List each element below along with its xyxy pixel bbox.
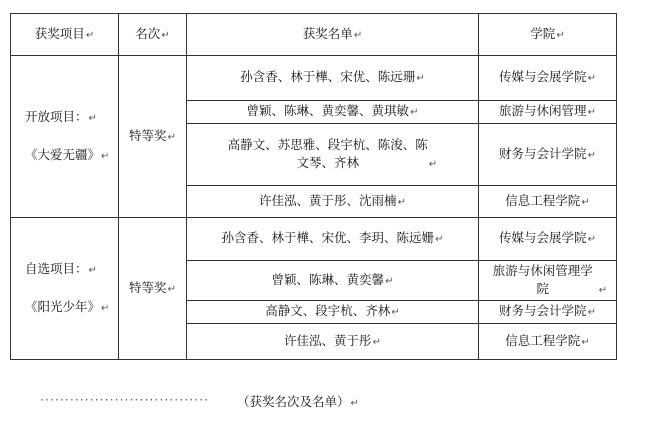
names-cell: 孙含香、林于樺、宋优、陈远珊↵: [187, 56, 479, 101]
college-cell: 旅游与休闲管理↵: [479, 101, 617, 124]
header-college: 学院↵: [479, 14, 617, 56]
names-cell: 许佳泓、黄于彤↵: [187, 324, 479, 360]
names-cell: 高静文、苏思雅、段宇杭、陈浚、陈文琴、齐林 ↵: [187, 124, 479, 186]
college-cell: 传媒与会展学院↵: [479, 218, 617, 261]
college-cell: 财务与会计学院↵: [479, 301, 617, 324]
leader-dots: ··································: [40, 392, 210, 407]
rank-cell-self: 特等奖↵: [119, 218, 187, 360]
college-cell: 传媒与会展学院↵: [479, 56, 617, 101]
names-cell: 许佳泓、黄于彤、沈雨楠↵: [187, 186, 479, 218]
header-names: 获奖名单↵: [187, 14, 479, 56]
project-line-2: 《大爱无疆》↵: [25, 146, 110, 162]
caption-text: （获奖名次及名单）↵: [237, 394, 359, 409]
names-cell: 曾颖、陈琳、黄奕馨↵: [187, 261, 479, 301]
header-row: [11, 14, 617, 56]
names-cell: 孙含香、林于樺、宋优、李玥、陈远姗↵: [187, 218, 479, 261]
table-row: [11, 218, 617, 261]
names-cell: 高静文、段宇杭、齐林↵: [187, 301, 479, 324]
college-cell: 信息工程学院↵: [479, 324, 617, 360]
college-cell: 财务与会计学院↵: [479, 124, 617, 186]
header-rank: 名次↵: [119, 14, 187, 56]
project-line-1: 自选项目：↵: [25, 260, 97, 276]
header-project: 获奖项目↵: [11, 14, 119, 56]
college-cell: 信息工程学院↵: [479, 186, 617, 218]
college-cell: 旅游与休闲管理学院 ↵: [479, 261, 617, 301]
names-cell: 曾颖、陈琳、黄奕馨、黄琪敏↵: [187, 101, 479, 124]
project-line-1: 开放项目：↵: [25, 108, 97, 124]
project-line-2: 《阳光少年》↵: [25, 298, 110, 314]
project-cell-self: [11, 218, 119, 360]
rank-cell-open: 特等奖↵: [119, 56, 187, 218]
table-row: [11, 56, 617, 101]
award-table: [10, 13, 617, 360]
project-cell-open: [11, 56, 119, 218]
